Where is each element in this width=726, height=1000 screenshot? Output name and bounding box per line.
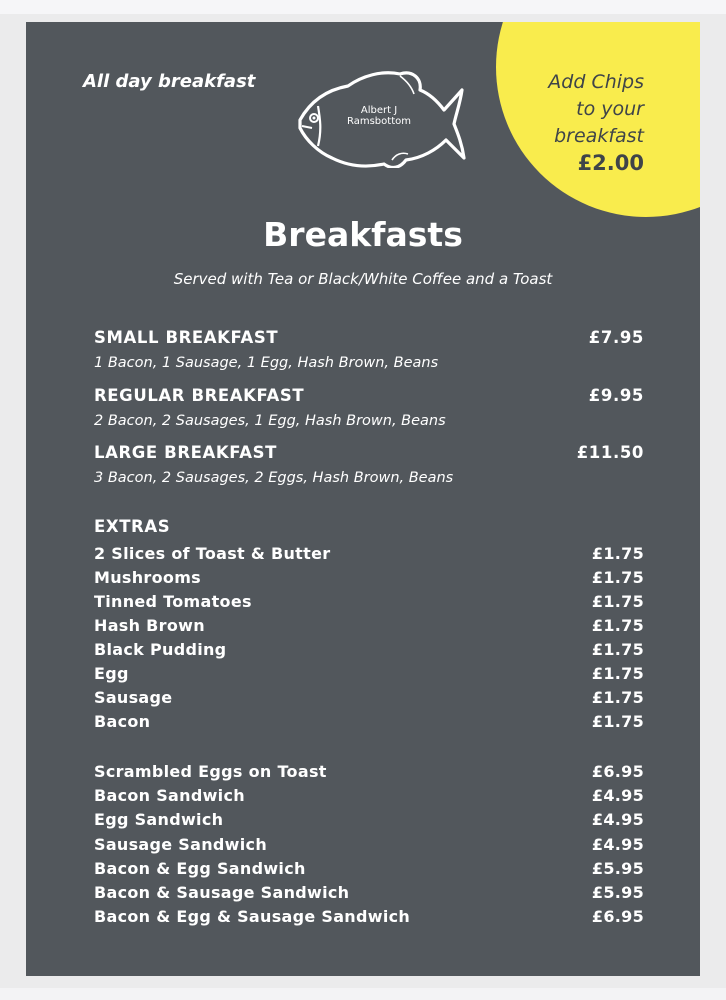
top-margin	[0, 0, 726, 14]
item-price: £4.95	[591, 786, 644, 805]
item-name: Sausage Sandwich	[94, 835, 268, 854]
breakfast-item-regular	[94, 386, 644, 410]
extra-item	[94, 592, 644, 616]
extra-item	[94, 712, 644, 736]
item-price: £6.95	[591, 907, 644, 926]
item-price: £1.75	[591, 712, 644, 731]
item-price: £9.95	[588, 386, 644, 405]
item-name: Mushrooms	[94, 568, 201, 587]
item-name: Bacon & Egg & Sausage Sandwich	[94, 907, 411, 926]
extra-item	[94, 544, 644, 568]
sandwich-item	[94, 762, 644, 786]
extra-item	[94, 640, 644, 664]
sandwich-item	[94, 786, 644, 810]
item-price: £11.50	[576, 443, 644, 462]
sandwich-item	[94, 835, 644, 859]
item-name: Bacon & Egg Sandwich	[94, 859, 306, 878]
item-name: Egg Sandwich	[94, 810, 224, 829]
extra-item	[94, 688, 644, 712]
item-price: £1.75	[591, 688, 644, 707]
item-name: Bacon & Sausage Sandwich	[94, 883, 350, 902]
extra-item	[94, 616, 644, 640]
item-price: £7.95	[588, 328, 644, 347]
item-description: 1 Bacon, 1 Sausage, 1 Egg, Hash Brown, Beans	[94, 355, 439, 371]
item-price: £1.75	[591, 616, 644, 635]
promo-line-1: Add Chips	[548, 71, 644, 93]
logo-line-2: Ramsbottom	[347, 116, 411, 127]
page-title: Breakfasts	[263, 215, 463, 254]
item-price: £4.95	[591, 835, 644, 854]
promo-line-3: breakfast	[554, 125, 644, 147]
item-price: £5.95	[591, 859, 644, 878]
bottom-margin	[0, 988, 726, 1000]
item-description: 2 Bacon, 2 Sausages, 1 Egg, Hash Brown, Beans	[94, 413, 446, 429]
item-name: REGULAR BREAKFAST	[94, 386, 305, 405]
item-name: LARGE BREAKFAST	[94, 443, 277, 462]
extra-item	[94, 664, 644, 688]
promo-line-2: to your	[576, 98, 644, 120]
item-name: 2 Slices of Toast & Butter	[94, 544, 331, 563]
page-subtitle: Served with Tea or Black/White Coffee and a Toast	[173, 270, 553, 288]
item-name: Bacon	[94, 712, 151, 731]
item-price: £4.95	[591, 810, 644, 829]
tagline: All day breakfast	[83, 71, 256, 92]
sandwich-item	[94, 859, 644, 883]
item-price: £1.75	[591, 568, 644, 587]
item-name: Tinned Tomatoes	[94, 592, 252, 611]
item-price: £1.75	[591, 544, 644, 563]
item-price: £1.75	[591, 640, 644, 659]
extras-heading: EXTRAS	[94, 517, 171, 536]
fish-logo	[296, 68, 466, 168]
item-name: Bacon Sandwich	[94, 786, 245, 805]
chips-promo	[548, 69, 644, 177]
breakfast-item-small	[94, 328, 644, 352]
item-name: Hash Brown	[94, 616, 205, 635]
sandwich-item	[94, 883, 644, 907]
logo-line-1: Albert J	[360, 105, 398, 116]
item-price: £6.95	[591, 762, 644, 781]
sandwich-item	[94, 810, 644, 834]
promo-price: £2.00	[577, 151, 644, 175]
menu-panel	[26, 22, 700, 976]
item-name: Sausage	[94, 688, 173, 707]
sandwich-item	[94, 907, 644, 931]
item-price: £5.95	[591, 883, 644, 902]
item-description: 3 Bacon, 2 Sausages, 2 Eggs, Hash Brown, Beans	[94, 470, 454, 486]
item-name: Scrambled Eggs on Toast	[94, 762, 327, 781]
extra-item	[94, 568, 644, 592]
item-price: £1.75	[591, 664, 644, 683]
breakfast-item-large	[94, 443, 644, 467]
item-name: SMALL BREAKFAST	[94, 328, 279, 347]
logo-wordmark	[334, 105, 424, 127]
item-name: Black Pudding	[94, 640, 227, 659]
item-name: Egg	[94, 664, 129, 683]
item-price: £1.75	[591, 592, 644, 611]
